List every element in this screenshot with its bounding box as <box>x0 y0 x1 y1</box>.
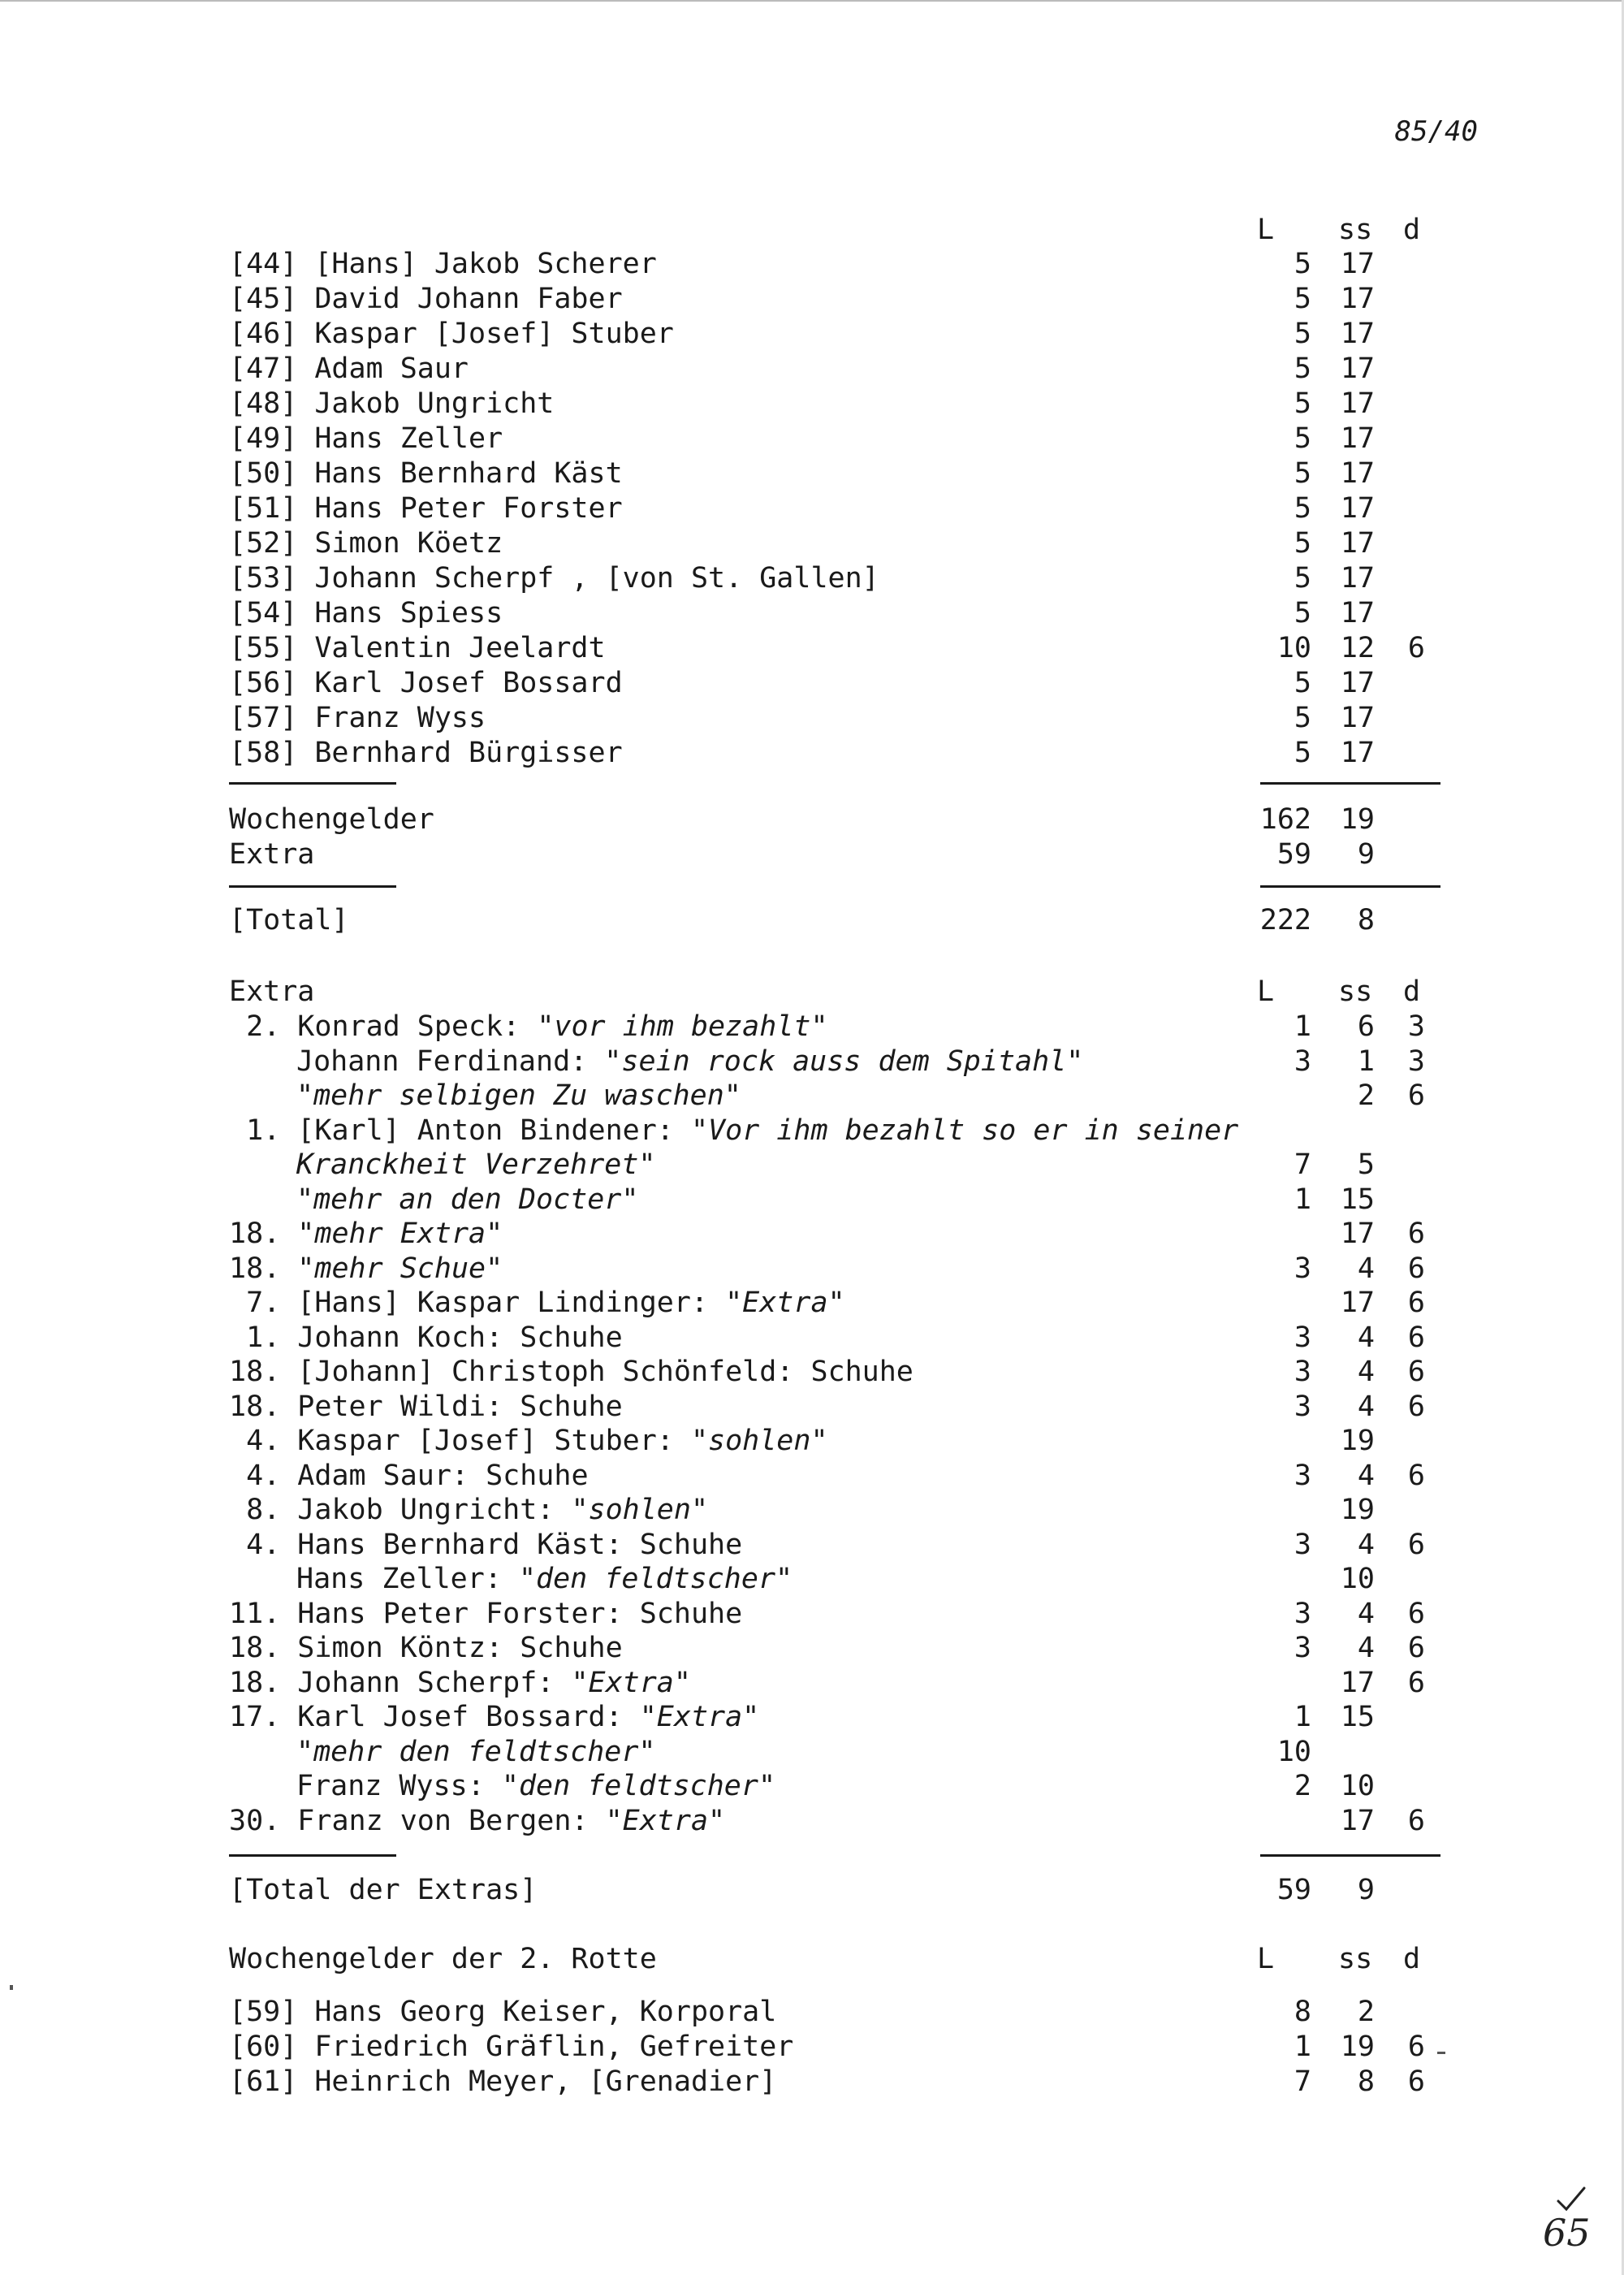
amount-d: 6 <box>1407 1528 1425 1561</box>
entry-quote: "sein rock auss dem Spitahl" <box>604 1045 1084 1078</box>
rule-divider <box>229 782 396 785</box>
extra-row-label <box>229 1804 725 1838</box>
total-ss: 8 <box>1357 904 1375 936</box>
extra-row-label <box>296 1045 1083 1079</box>
amount-d: 6 <box>1407 1666 1425 1699</box>
amount-ss: 10 <box>1340 1770 1375 1802</box>
entry-day-prefix: 18. <box>229 1252 298 1285</box>
roster-row <box>0 1995 1624 2029</box>
entry-quote: "mehr an den Docter" <box>296 1183 639 1216</box>
extras-total-row <box>0 1873 1624 1907</box>
extra-row <box>0 1804 1624 1838</box>
roster-row <box>0 526 1624 560</box>
pen-mark <box>10 1985 13 1990</box>
amount-L: 1 <box>1294 1183 1311 1216</box>
entry-text: [Hans] Kaspar Lindinger: <box>297 1287 726 1319</box>
entry-day-prefix: 4. <box>229 1528 298 1561</box>
header-ss: ss <box>1338 214 1373 246</box>
amount-ss: 17 <box>1340 562 1375 595</box>
roster-row <box>0 596 1624 630</box>
extra-row-label <box>229 1424 828 1458</box>
extra-row <box>0 1735 1624 1769</box>
amount-ss: 4 <box>1357 1390 1375 1423</box>
amount-ss: 17 <box>1340 457 1375 490</box>
amount-ss: 4 <box>1357 1528 1375 1561</box>
entry-quote: "sohlen" <box>690 1425 828 1457</box>
extra-row-label <box>229 1355 914 1389</box>
extra-row <box>0 1666 1624 1700</box>
total-label: [Total] <box>229 904 349 936</box>
extra-row-label <box>296 1183 638 1217</box>
amount-ss: 17 <box>1340 387 1375 420</box>
amount-ss: 17 <box>1340 527 1375 560</box>
rule-divider <box>229 885 396 888</box>
amount-ss: 5 <box>1357 1148 1375 1181</box>
rule-divider <box>1260 1854 1440 1857</box>
amount-L: 10 <box>1276 1735 1311 1768</box>
entry-quote: "mehr Extra" <box>297 1218 503 1250</box>
roster-row-label: [53] Johann Scherpf , [von St. Gallen] <box>229 562 879 595</box>
amount-L: 3 <box>1294 1321 1311 1354</box>
amount-ss: 9 <box>1357 838 1375 871</box>
amount-ss: 17 <box>1340 422 1375 455</box>
roster-row-label: [49] Hans Zeller <box>229 422 503 455</box>
amount-ss: 4 <box>1357 1356 1375 1388</box>
extra-row-label <box>229 1666 691 1700</box>
amount-d: 6 <box>1407 1287 1425 1319</box>
extra-row-label <box>229 1528 742 1562</box>
entry-text: Hans Bernhard Käst: Schuhe <box>297 1528 743 1561</box>
entry-quote: "den feldtscher" <box>501 1770 776 1802</box>
check-mark-icon <box>1555 2185 1587 2214</box>
amount-L: 5 <box>1294 422 1311 455</box>
entry-quote: "Extra" <box>605 1804 726 1837</box>
amount-L: 3 <box>1294 1597 1311 1630</box>
amount-ss: 2 <box>1357 1996 1375 2028</box>
amount-ss: 1 <box>1357 1045 1375 1078</box>
roster-row-label: [52] Simon Köetz <box>229 527 503 560</box>
extra-row <box>0 1079 1624 1113</box>
subtotal-row <box>0 802 1624 837</box>
amount-L: 162 <box>1259 803 1311 836</box>
extra-row <box>0 1493 1624 1527</box>
amount-L: 8 <box>1294 1996 1311 2028</box>
amount-L: 1 <box>1294 1010 1311 1043</box>
roster-row <box>0 422 1624 456</box>
amount-ss: 17 <box>1340 492 1375 525</box>
extra-row-label <box>296 1562 793 1596</box>
entry-quote: "Vor ihm bezahlt so er in seiner <box>690 1114 1239 1147</box>
extra-row <box>0 1424 1624 1458</box>
entry-text: Johann Scherpf: <box>297 1666 572 1699</box>
amount-d: 3 <box>1407 1010 1425 1043</box>
amount-ss: 17 <box>1340 1666 1375 1699</box>
amount-ss: 15 <box>1340 1701 1375 1733</box>
entry-quote: "Extra" <box>571 1666 691 1699</box>
amount-L: 2 <box>1294 1770 1311 1802</box>
extra-row <box>0 1286 1624 1320</box>
extras-total-ss: 9 <box>1357 1874 1375 1906</box>
amount-L: 3 <box>1294 1459 1311 1492</box>
amount-ss: 17 <box>1340 318 1375 350</box>
roster-row-label: [59] Hans Georg Keiser, Korporal <box>229 1996 777 2028</box>
extras-heading: Extra <box>229 975 315 1008</box>
extra-row <box>0 1769 1624 1803</box>
amount-d: 6 <box>1407 1252 1425 1285</box>
amount-d: 6 <box>1407 1321 1425 1354</box>
roster-row-label: [46] Kaspar [Josef] Stuber <box>229 318 674 350</box>
roster-row <box>0 247 1624 281</box>
header-L: L <box>1257 975 1275 1008</box>
roster-row <box>0 352 1624 386</box>
amount-L: 5 <box>1294 597 1311 629</box>
extra-row-label <box>296 1769 775 1803</box>
roster-row-label: [45] David Johann Faber <box>229 283 623 315</box>
entry-day-prefix: 1. <box>229 1321 298 1354</box>
header-d: d <box>1403 214 1421 246</box>
amount-L: 3 <box>1294 1528 1311 1561</box>
amount-L: 5 <box>1294 352 1311 385</box>
amount-L: 5 <box>1294 492 1311 525</box>
roster-row <box>0 701 1624 735</box>
entry-day-prefix: 30. <box>229 1804 298 1837</box>
page-number: 85/40 <box>1394 115 1478 148</box>
entry-quote: "sohlen" <box>571 1494 709 1526</box>
amount-d: 6 <box>1407 2031 1425 2063</box>
amount-L: 3 <box>1294 1390 1311 1423</box>
roster-row <box>0 2030 1624 2064</box>
amount-ss: 17 <box>1340 352 1375 385</box>
roster-row <box>0 387 1624 421</box>
amount-ss: 17 <box>1340 667 1375 699</box>
entry-day-prefix: 1. <box>229 1114 298 1147</box>
entry-text: Simon Köntz: Schuhe <box>297 1632 623 1664</box>
amount-ss: 10 <box>1340 1563 1375 1595</box>
roster-row-label: [44] [Hans] Jakob Scherer <box>229 248 657 280</box>
extra-row-label <box>229 1286 845 1320</box>
subtotal-row <box>0 837 1624 872</box>
extra-row-label <box>229 1597 742 1631</box>
header-ss: ss <box>1338 975 1373 1008</box>
amount-ss: 19 <box>1340 1425 1375 1457</box>
extra-row-label <box>229 1700 759 1734</box>
extra-row-label <box>229 1252 503 1286</box>
roster-row <box>0 2065 1624 2099</box>
roster-row-label: [54] Hans Spiess <box>229 597 503 629</box>
entry-day-prefix: 2. <box>229 1010 298 1043</box>
roster-row <box>0 317 1624 351</box>
amount-ss: 17 <box>1340 597 1375 629</box>
roster-row-label: [57] Franz Wyss <box>229 702 486 734</box>
entry-text: Johann Ferdinand: <box>296 1045 605 1078</box>
extra-row-label <box>229 1114 1238 1148</box>
extra-row <box>0 1148 1624 1182</box>
amount-ss: 19 <box>1340 803 1375 836</box>
amount-d: 6 <box>1407 1218 1425 1250</box>
entry-quote: "den feldtscher" <box>518 1563 793 1595</box>
amount-L: 7 <box>1294 2065 1311 2098</box>
amount-ss: 4 <box>1357 1632 1375 1664</box>
amount-ss: 19 <box>1340 2031 1375 2063</box>
total-row <box>0 903 1624 937</box>
extra-row-label <box>229 1493 708 1527</box>
amount-L: 5 <box>1294 387 1311 420</box>
roster-row-label: [58] Bernhard Bürgisser <box>229 737 623 769</box>
entry-day-prefix: 18. <box>229 1632 298 1664</box>
entry-text: Kaspar [Josef] Stuber: <box>297 1425 691 1457</box>
entry-text: Franz von Bergen: <box>297 1804 606 1837</box>
entry-quote: "Extra" <box>725 1287 845 1319</box>
column-headers <box>0 213 1624 247</box>
rule-divider <box>1260 885 1440 888</box>
roster-row-label: [50] Hans Bernhard Käst <box>229 457 623 490</box>
amount-L: 5 <box>1294 702 1311 734</box>
amount-L: 3 <box>1294 1252 1311 1285</box>
extra-row <box>0 1010 1624 1044</box>
amount-ss: 4 <box>1357 1321 1375 1354</box>
amount-d: 6 <box>1407 1597 1425 1630</box>
amount-L: 7 <box>1294 1148 1311 1181</box>
roster-row-label: [55] Valentin Jeelardt <box>229 632 606 664</box>
amount-L: 5 <box>1294 562 1311 595</box>
amount-ss: 19 <box>1340 1494 1375 1526</box>
entry-text: Hans Zeller: <box>296 1563 519 1595</box>
amount-ss: 4 <box>1357 1459 1375 1492</box>
amount-ss: 8 <box>1357 2065 1375 2098</box>
subtotal-row-label: Wochengelder <box>229 803 434 836</box>
amount-ss: 17 <box>1340 702 1375 734</box>
extra-row-label <box>229 1390 623 1424</box>
extra-row <box>0 1631 1624 1665</box>
amount-ss: 12 <box>1340 632 1375 664</box>
amount-ss: 17 <box>1340 737 1375 769</box>
extra-row <box>0 1459 1624 1493</box>
extra-row <box>0 1562 1624 1596</box>
roster-row <box>0 736 1624 770</box>
roster-row <box>0 282 1624 316</box>
amount-d: 6 <box>1407 632 1425 664</box>
rule-divider <box>1260 782 1440 785</box>
subtotal-row-label: Extra <box>229 838 315 871</box>
extra-row <box>0 1183 1624 1217</box>
roster-row-label: [61] Heinrich Meyer, [Grenadier] <box>229 2065 777 2098</box>
entry-quote: "Extra" <box>639 1701 760 1733</box>
pen-mark <box>1437 2052 1445 2054</box>
entry-quote: Kranckheit Verzehret" <box>296 1148 656 1181</box>
entry-text: Konrad Speck: <box>297 1010 538 1043</box>
extra-row <box>0 1114 1624 1148</box>
entry-text: Peter Wildi: Schuhe <box>297 1390 623 1423</box>
extra-row-label <box>229 1321 623 1355</box>
entry-text: [Johann] Christoph Schönfeld: Schuhe <box>297 1356 914 1388</box>
amount-ss: 17 <box>1340 248 1375 280</box>
page-edge <box>0 0 1624 2</box>
extra-row <box>0 1528 1624 1562</box>
amount-L: 10 <box>1276 632 1311 664</box>
extra-row-label <box>296 1148 656 1182</box>
roster-row-label: [56] Karl Josef Bossard <box>229 667 623 699</box>
entry-day-prefix: 11. <box>229 1597 298 1630</box>
amount-L: 1 <box>1294 2031 1311 2063</box>
rule-divider <box>229 1854 396 1857</box>
entry-text: Adam Saur: Schuhe <box>297 1459 589 1492</box>
extra-row <box>0 1390 1624 1424</box>
header-d: d <box>1403 975 1421 1008</box>
entry-quote: "mehr Schue" <box>297 1252 503 1285</box>
extra-row <box>0 1321 1624 1355</box>
entry-day-prefix: 18. <box>229 1356 298 1388</box>
entry-text: Karl Josef Bossard: <box>297 1701 640 1733</box>
amount-ss: 17 <box>1340 1804 1375 1837</box>
entry-day-prefix: 7. <box>229 1287 298 1319</box>
entry-day-prefix: 8. <box>229 1494 298 1526</box>
extra-row <box>0 1700 1624 1734</box>
roster-row-label: [51] Hans Peter Forster <box>229 492 623 525</box>
entry-quote: "mehr selbigen Zu waschen" <box>296 1079 741 1112</box>
amount-L: 59 <box>1276 838 1311 871</box>
amount-L: 5 <box>1294 283 1311 315</box>
amount-ss: 15 <box>1340 1183 1375 1216</box>
roster-row-label: [47] Adam Saur <box>229 352 469 385</box>
amount-d: 6 <box>1407 1079 1425 1112</box>
extra-row-label <box>296 1079 741 1113</box>
entry-day-prefix: 18. <box>229 1390 298 1423</box>
amount-d: 6 <box>1407 1804 1425 1837</box>
amount-ss: 17 <box>1340 1287 1375 1319</box>
entry-day-prefix: 18. <box>229 1666 298 1699</box>
header-ss: ss <box>1338 1943 1373 1975</box>
amount-L: 5 <box>1294 737 1311 769</box>
amount-d: 6 <box>1407 1459 1425 1492</box>
entry-day-prefix: 17. <box>229 1701 298 1733</box>
entry-text: Johann Koch: Schuhe <box>297 1321 623 1354</box>
entry-text: [Karl] Anton Bindener: <box>297 1114 691 1147</box>
roster-row-label: [60] Friedrich Gräflin, Gefreiter <box>229 2031 794 2063</box>
amount-L: 1 <box>1294 1701 1311 1733</box>
extra-row <box>0 1597 1624 1631</box>
extra-row <box>0 1045 1624 1079</box>
entry-day-prefix: 4. <box>229 1425 298 1457</box>
extras-total-label: [Total der Extras] <box>229 1874 538 1906</box>
extra-row <box>0 1355 1624 1389</box>
rotte2-heading: Wochengelder der 2. Rotte <box>229 1943 657 1975</box>
header-d: d <box>1403 1943 1421 1975</box>
amount-L: 3 <box>1294 1045 1311 1078</box>
amount-L: 5 <box>1294 527 1311 560</box>
roster-row <box>0 631 1624 665</box>
amount-ss: 6 <box>1357 1010 1375 1043</box>
amount-L: 3 <box>1294 1356 1311 1388</box>
amount-L: 5 <box>1294 457 1311 490</box>
extras-total-L: 59 <box>1276 1874 1311 1906</box>
header-L: L <box>1257 1943 1275 1975</box>
entry-text: Franz Wyss: <box>296 1770 502 1802</box>
handwritten-folio-number: 65 <box>1543 2211 1591 2255</box>
amount-ss: 17 <box>1340 1218 1375 1250</box>
extra-row <box>0 1217 1624 1251</box>
total-L: 222 <box>1259 904 1311 936</box>
entry-day-prefix: 18. <box>229 1218 298 1250</box>
roster-row <box>0 561 1624 595</box>
amount-d: 6 <box>1407 1390 1425 1423</box>
roster-row <box>0 491 1624 525</box>
amount-d: 6 <box>1407 1632 1425 1664</box>
entry-quote: "vor ihm bezahlt" <box>537 1010 828 1043</box>
extra-row-label <box>229 1459 589 1493</box>
extra-row-label <box>229 1010 828 1044</box>
extra-row-label <box>229 1631 623 1665</box>
amount-d: 6 <box>1407 1356 1425 1388</box>
amount-ss: 4 <box>1357 1597 1375 1630</box>
extras-header-row <box>0 975 1624 1009</box>
amount-L: 3 <box>1294 1632 1311 1664</box>
amount-L: 5 <box>1294 318 1311 350</box>
roster-row-label: [48] Jakob Ungricht <box>229 387 555 420</box>
rotte2-header-row <box>0 1942 1624 1976</box>
amount-ss: 2 <box>1357 1079 1375 1112</box>
amount-L: 5 <box>1294 248 1311 280</box>
entry-text: Hans Peter Forster: Schuhe <box>297 1597 743 1630</box>
amount-L: 5 <box>1294 667 1311 699</box>
entry-text: Jakob Ungricht: <box>297 1494 572 1526</box>
roster-row <box>0 456 1624 491</box>
extra-row <box>0 1252 1624 1286</box>
amount-ss: 4 <box>1357 1252 1375 1285</box>
header-L: L <box>1257 214 1275 246</box>
amount-d: 6 <box>1407 2065 1425 2098</box>
amount-ss: 17 <box>1340 283 1375 315</box>
entry-day-prefix: 4. <box>229 1459 298 1492</box>
extra-row-label <box>229 1217 503 1251</box>
amount-d: 3 <box>1407 1045 1425 1078</box>
extra-row-label <box>296 1735 656 1769</box>
roster-row <box>0 666 1624 700</box>
entry-quote: "mehr den feldtscher" <box>296 1735 656 1768</box>
